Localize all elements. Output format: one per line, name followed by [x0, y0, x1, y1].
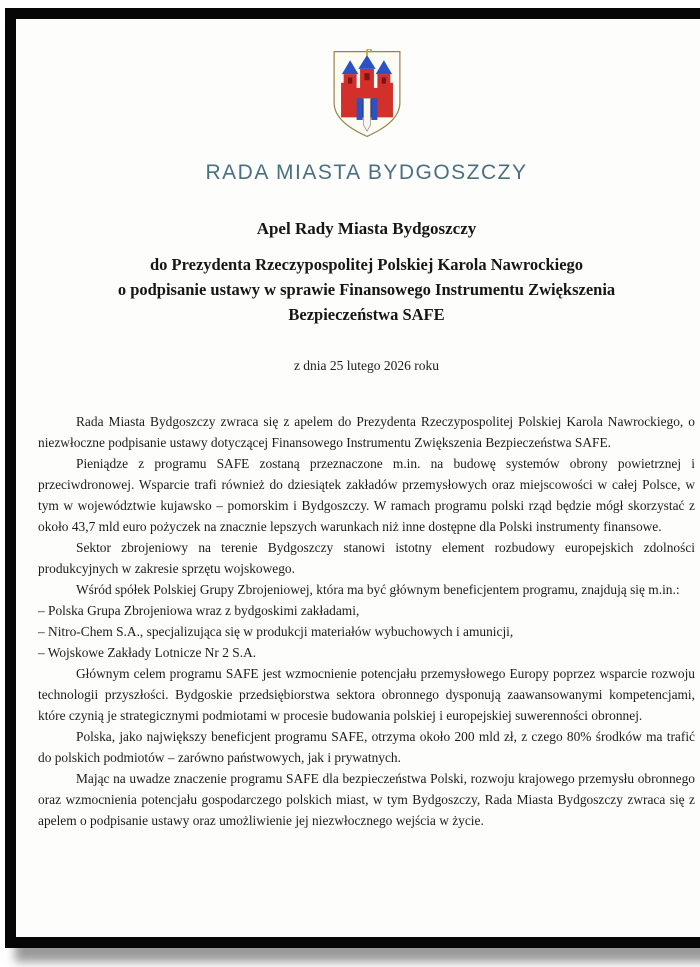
document-body [38, 411, 695, 831]
paragraph-7: Mając na uwadze znaczenie programu SAFE dla bezpieczeństwa Polski, rozwoju krajowego przemysłu obronnego oraz wzmocnienia potencjału gospodarczego polskich miast, w tym Bydgoszczy, Rada Miasta Bydgoszczy zwraca się z apelem o podpisanie ustawy oraz umożliwienie jej niezwłocznego wejścia w życie. [38, 771, 695, 828]
bydgoszcz-coat-of-arms-icon [328, 49, 406, 139]
document-page [5, 8, 700, 948]
paragraph-4: Wśród spółek Polskiej Grupy Zbrojeniowej, która ma być głównym beneficjentem programu, znajdują się m.in.: [76, 582, 680, 597]
paragraph-2: Pieniądze z programu SAFE zostaną przeznaczone m.in. na budowę systemów obrony powietrznej i przeciwdronowej. Wsparcie trafi również do dziesiątek zakładów przemysłowych oraz miejscowości w całej Polsce, w tym w województwie kujawsko – pomorskim i Bydgoszczy. W ramach programu polski rząd będzie mógł skorzystać z około 43,7 mld euro pożyczek na znacznie lepszych warunkach niż inne dostępne dla Polski instrumenty finansowe. [38, 456, 695, 534]
document-subtitle [38, 252, 695, 327]
paragraph-6: Polska, jako największy beneficjent programu SAFE, otrzyma około 200 mld zł, z czego 80% środków ma trafić do polskich podmiotów – zarówno państwowych, jak i prywatnych. [38, 729, 695, 765]
subtitle-line-2: o podpisanie ustawy w sprawie Finansowego Instrumentu Zwiększenia [117, 280, 616, 299]
document-date: z dnia 25 lutego 2026 roku [293, 358, 440, 373]
org-name: RADA MIASTA BYDGOSZCZY [205, 161, 528, 184]
list-item-2: – Nitro-Chem S.A., specjalizująca się w produkcji materiałów wybuchowych i amunicji, [38, 624, 514, 639]
list-item-3: – Wojskowe Zakłady Lotnicze Nr 2 S.A. [38, 645, 257, 660]
subtitle-line-3: Bezpieczeństwa SAFE [288, 305, 445, 324]
subtitle-line-1: do Prezydenta Rzeczypospolitej Polskiej Karola Nawrockiego [149, 255, 584, 274]
list-item-1: – Polska Grupa Zbrojeniowa wraz z bydgoskimi zakładami, [38, 603, 360, 618]
paragraph-1: Rada Miasta Bydgoszczy zwraca się z apelem do Prezydenta Rzeczypospolitej Polskiej Karola Nawrockiego, o niezwłoczne podpisanie ustawy dotyczącej Finansowego Instrumentu Zwiększenia Bezpieczeństwa SAFE. [38, 414, 695, 450]
paragraph-5: Głównym celem programu SAFE jest wzmocnienie potencjału przemysłowego Europy poprzez wsparcie rozwoju technologii przyszłości. Bydgoskie przedsiębiorstwa sektora obronnego dysponują zaawansowanymi kompetencjami, które czynią je strategicznymi podmiotami w procesie budowania polskiej i europejskiej suwerenności obronnej. [38, 666, 695, 723]
document-title: Apel Rady Miasta Bydgoszczy [256, 219, 477, 238]
paragraph-3: Sektor zbrojeniowy na terenie Bydgoszczy stanowi istotny element rozbudowy europejskich zdolności produkcyjnych w zakresie sprzętu wojskowego. [38, 540, 695, 576]
